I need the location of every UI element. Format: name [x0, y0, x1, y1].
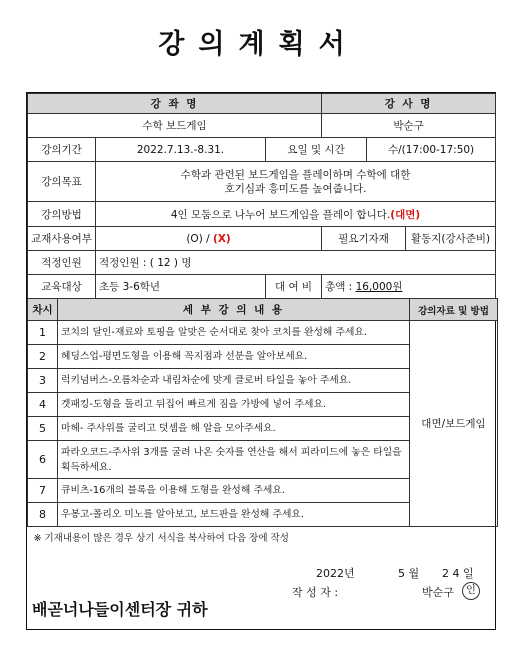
plan-no: 6: [28, 441, 58, 479]
fee-label: 대 여 비: [266, 275, 322, 299]
date-month: 5 월: [398, 567, 420, 580]
method-label: 강의방법: [28, 202, 96, 227]
course-name-value: 수학 보드게임: [28, 114, 322, 138]
plan-no: 5: [28, 417, 58, 441]
plan-no: 3: [28, 369, 58, 393]
materials-value: [96, 227, 322, 251]
lecture-plan-form: [26, 92, 496, 630]
document-title: 강의계획서: [158, 29, 359, 60]
seal-stamp: 인: [462, 582, 480, 600]
period-label: 강의기간: [28, 138, 96, 162]
order-header: 차시: [28, 299, 58, 321]
plan-text: 겟패킹-도형을 돌리고 뒤집어 빠르게 짐을 가방에 넣어 주세요.: [58, 393, 410, 417]
plan-no: 4: [28, 393, 58, 417]
fee-value: [322, 275, 496, 299]
target-value: 초등 3-6학년: [96, 275, 266, 299]
method-highlight: (대면): [390, 208, 421, 221]
goal-line-2: 호기심과 흥미도를 높여줍니다.: [224, 182, 367, 195]
recipient: 배곧너나들이센터장 귀하: [32, 600, 208, 619]
instructor-value: 박순구: [322, 114, 496, 138]
plan-no: 8: [28, 503, 58, 527]
capacity-value: 적정인원 : ( 12 ) 명: [96, 251, 496, 275]
course-name-header: 강 좌 명: [28, 94, 322, 114]
resource-header: 강의자료 및 방법: [410, 299, 498, 321]
goal-line-1: 수학과 관련된 보드게임을 플레이하며 수학에 대한: [180, 168, 411, 181]
plan-text: 파라오코드-주사위 3개를 굴려 나온 숫자를 연산을 해서 피라미드에 놓은 타일을 획득하세요.: [58, 441, 410, 479]
date-day: 2 4 일: [442, 567, 474, 580]
plan-table: [27, 298, 498, 547]
equipment-label: 필요기자재: [322, 227, 406, 251]
plan-text: 마헤- 주사위를 굴리고 덧셈을 해 알을 모아주세요.: [58, 417, 410, 441]
materials-o: (O) /: [186, 232, 210, 245]
goal-value: [96, 162, 496, 202]
period-value: 2022.7.13.-8.31.: [96, 138, 266, 162]
plan-no: 7: [28, 479, 58, 503]
plan-no: 2: [28, 345, 58, 369]
plan-text: 우봉고-폴리오 미노를 알아보고, 보드판을 완성해 주세요.: [58, 503, 410, 527]
target-label: 교육대상: [28, 275, 96, 299]
time-label: 요일 및 시간: [266, 138, 367, 162]
plan-text: 큐비츠-16개의 블록을 이용해 도형을 완성해 주세요.: [58, 479, 410, 503]
plan-no: 1: [28, 321, 58, 345]
method-value: [96, 202, 496, 227]
equipment-value: 활동지(강사준비): [406, 227, 496, 251]
plan-text: 럭키넘버스-오름차순과 내림차순에 맞게 클로버 타일을 놓아 주세요.: [58, 369, 410, 393]
plan-text: 코치의 달인-재료와 토핑을 알맞은 순서대로 찾아 코치를 완성해 주세요.: [58, 321, 410, 345]
total-label: 총액 :: [325, 281, 353, 293]
content-header: 세 부 강 의 내 용: [58, 299, 410, 321]
capacity-label: 적정인원: [28, 251, 96, 275]
signer-name: 박순구: [422, 586, 454, 599]
time-value: 수/(17:00-17:50): [367, 138, 496, 162]
method-text: 4인 모둠으로 나누어 보드게임을 플레이 합니다.: [170, 208, 391, 221]
goal-label: 강의목표: [28, 162, 96, 202]
signer-label: 작 성 자 :: [292, 586, 339, 599]
materials-label: 교재사용여부: [28, 227, 96, 251]
date-year: 2022년: [316, 567, 355, 580]
total-value: 16,000원: [355, 281, 403, 293]
note-text: ※ 기재내용이 많은 경우 상기 서식을 복사하여 다음 장에 작성: [28, 527, 498, 548]
materials-x: (X): [213, 232, 231, 245]
plan-text: 헤딩스업-평면도형을 이용해 꼭지점과 선분을 알아보세요.: [58, 345, 410, 369]
resource-value: 대면/보드게임: [410, 321, 498, 527]
instructor-header: 강 사 명: [322, 94, 496, 114]
info-table: [27, 93, 496, 299]
